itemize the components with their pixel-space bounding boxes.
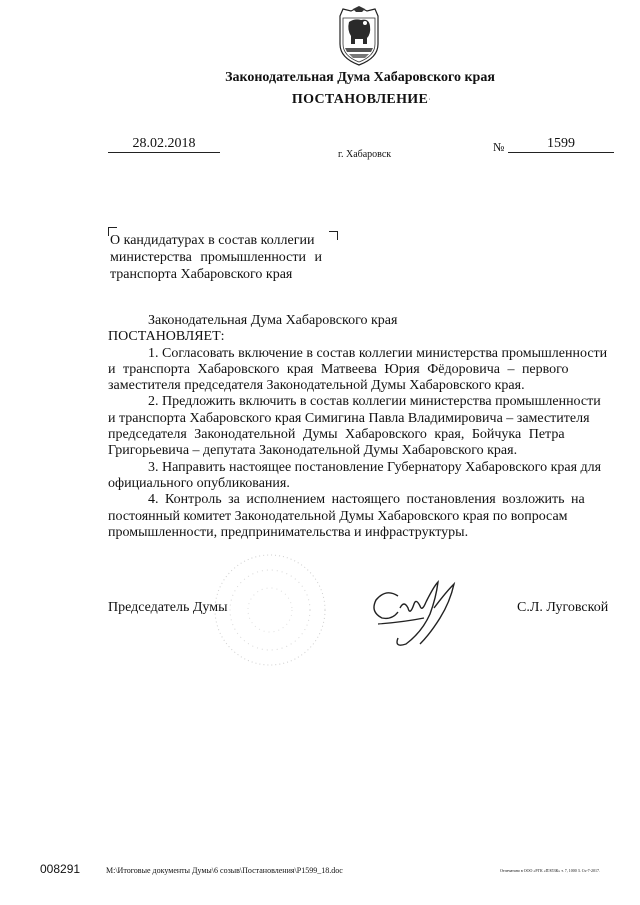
resolution-item-4 <box>108 492 612 541</box>
resolution-item-2 <box>108 394 612 459</box>
resolves-heading: ПОСТАНОВЛЯЕТ: <box>108 329 225 345</box>
document-body <box>108 313 612 541</box>
item-line: 3. Направить настоящее постановление Губернатору Хабаровского края для <box>148 459 602 475</box>
number-sign: № <box>493 140 505 154</box>
organization-name: Законодательная Дума Хабаровского края <box>225 70 495 85</box>
item-line: 1. Согласовать включение в состав коллегии министерства промышленности <box>148 345 608 361</box>
handwritten-signature-icon <box>364 578 464 650</box>
item-line: промышленности, предпринимательства и инфраструктуры. <box>108 524 469 540</box>
document-date: 28.02.2018 <box>108 136 220 153</box>
document-type: ПОСТАНОВЛЕНИЕ <box>291 92 429 107</box>
signer-title: Председатель Думы <box>108 600 228 615</box>
document-subject <box>110 232 345 283</box>
signer-name: С.Л. Луговской <box>517 600 609 615</box>
item-line: председателя Законодательной Думы Хабаровского края, Бойчука Петра <box>108 427 565 443</box>
resolution-item-1 <box>108 346 612 395</box>
coat-of-arms-icon <box>337 6 381 66</box>
item-line: Григорьевича – депутата Законодательной Думы Хабаровского края. <box>108 443 518 459</box>
subject-line: транспорта Хабаровского края <box>110 267 293 282</box>
item-line: постоянный комитет Законодательной Думы Хабаровского края по вопросам <box>108 508 568 524</box>
subject-line: министерства промышленности и <box>110 250 322 265</box>
speck-mark: ˙ <box>428 97 431 106</box>
file-path: М:\Итоговые документы Думы\6 созыв\Постановления\Р1599_18.doc <box>106 866 343 875</box>
item-line: и транспорта Хабаровского края Матвеева Юрия Фёдоровича – первого <box>108 361 569 377</box>
item-line: 4. Контроль за исполнением настоящего постановления возложить на <box>148 492 585 508</box>
document-city: г. Хабаровск <box>338 149 392 160</box>
document-number: 1599 <box>508 136 614 153</box>
subject-line: О кандидатурах в состав коллегии <box>110 233 315 248</box>
preamble: Законодательная Дума Хабаровского края <box>148 313 398 328</box>
item-line: официального опубликования. <box>108 475 290 491</box>
registration-number: 008291 <box>40 862 81 876</box>
item-line: 2. Предложить включить в состав коллегии министерства промышленности <box>148 394 601 410</box>
item-line: и транспорта Хабаровского края Симигина Павла Владимировича – заместителя <box>108 410 590 426</box>
printer-note: Отпечатано в ООО «РГК «ПЭЛЗК» т. 7, 1000 3. Сч-7-2017. <box>500 868 601 873</box>
item-line: заместителя председателя Законодательной Думы Хабаровского края. <box>108 378 525 394</box>
resolution-item-3 <box>108 460 612 493</box>
